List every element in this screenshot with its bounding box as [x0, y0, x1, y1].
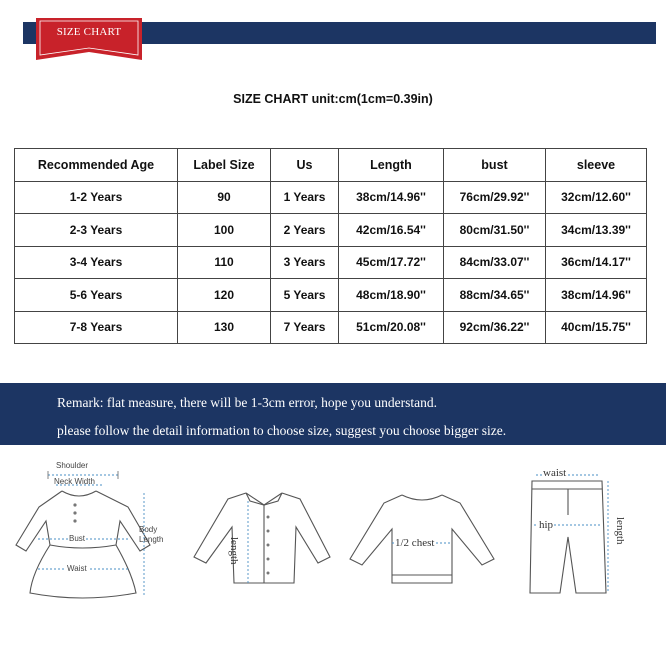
table-cell: 40cm/15.75'' [546, 311, 647, 344]
table-cell: 2 Years [271, 214, 339, 247]
dress-diagram [4, 455, 176, 605]
half-chest-label: 1/2 chest [395, 537, 435, 549]
remark-line-2: please follow the detail information to choose size, suggest you choose bigger size. [57, 423, 507, 438]
table-row [15, 214, 647, 247]
table-cell: 38cm/14.96'' [546, 279, 647, 312]
table-cell: 130 [178, 311, 271, 344]
table-cell: 76cm/29.92'' [444, 181, 546, 214]
column-header: bust [444, 149, 546, 182]
table-cell: 5 Years [271, 279, 339, 312]
size-table [14, 148, 647, 344]
size-chart-badge [36, 18, 142, 60]
pants-waist-label: waist [543, 467, 567, 479]
table-row [15, 311, 647, 344]
table-cell: 48cm/18.90'' [339, 279, 444, 312]
table-cell: 100 [178, 214, 271, 247]
table-cell: 45cm/17.72'' [339, 246, 444, 279]
table-cell: 90 [178, 181, 271, 214]
sweater-diagram [348, 455, 496, 605]
column-header: sleeve [546, 149, 647, 182]
column-header: Us [271, 149, 339, 182]
table-cell: 5-6 Years [15, 279, 178, 312]
table-cell: 7 Years [271, 311, 339, 344]
shoulder-label: Shoulder [56, 461, 89, 470]
table-cell: 32cm/12.60'' [546, 181, 647, 214]
body-length-label: Length [139, 535, 164, 544]
column-header: Length [339, 149, 444, 182]
neck-width-label: Neck Width [54, 477, 95, 486]
table-cell: 84cm/33.07'' [444, 246, 546, 279]
bust-label: Bust [69, 534, 86, 543]
table-cell: 1 Years [271, 181, 339, 214]
table-cell: 36cm/14.17'' [546, 246, 647, 279]
chart-subtitle: SIZE CHART unit:cm(1cm=0.39in) [233, 92, 433, 106]
table-cell: 34cm/13.39'' [546, 214, 647, 247]
table-row [15, 181, 647, 214]
table-cell: 7-8 Years [15, 311, 178, 344]
body-label: Body [139, 525, 158, 534]
table-cell: 92cm/36.22'' [444, 311, 546, 344]
table-cell: 80cm/31.50'' [444, 214, 546, 247]
waist-label: Waist [67, 564, 87, 573]
table-cell: 1-2 Years [15, 181, 178, 214]
pants-diagram [510, 455, 666, 605]
table-cell: 2-3 Years [15, 214, 178, 247]
column-header: Recommended Age [15, 149, 178, 182]
table-cell: 120 [178, 279, 271, 312]
table-row [15, 246, 647, 279]
table-cell: 51cm/20.08'' [339, 311, 444, 344]
table-cell: 88cm/34.65'' [444, 279, 546, 312]
remark-line-1: Remark: flat measure, there will be 1-3cm error, hope you understand. [57, 395, 437, 410]
table-cell: 110 [178, 246, 271, 279]
column-header: Label Size [178, 149, 271, 182]
table-cell: 42cm/16.54'' [339, 214, 444, 247]
shirt-length-label: length [228, 537, 240, 565]
badge-label: SIZE CHART [56, 26, 122, 38]
hip-label: hip [539, 519, 554, 531]
table-cell: 3 Years [271, 246, 339, 279]
table-cell: 3-4 Years [15, 246, 178, 279]
table-header-row [15, 149, 647, 182]
table-row [15, 279, 647, 312]
table-cell: 38cm/14.96'' [339, 181, 444, 214]
shirt-diagram [190, 455, 335, 605]
pants-length-label: length [614, 517, 626, 545]
